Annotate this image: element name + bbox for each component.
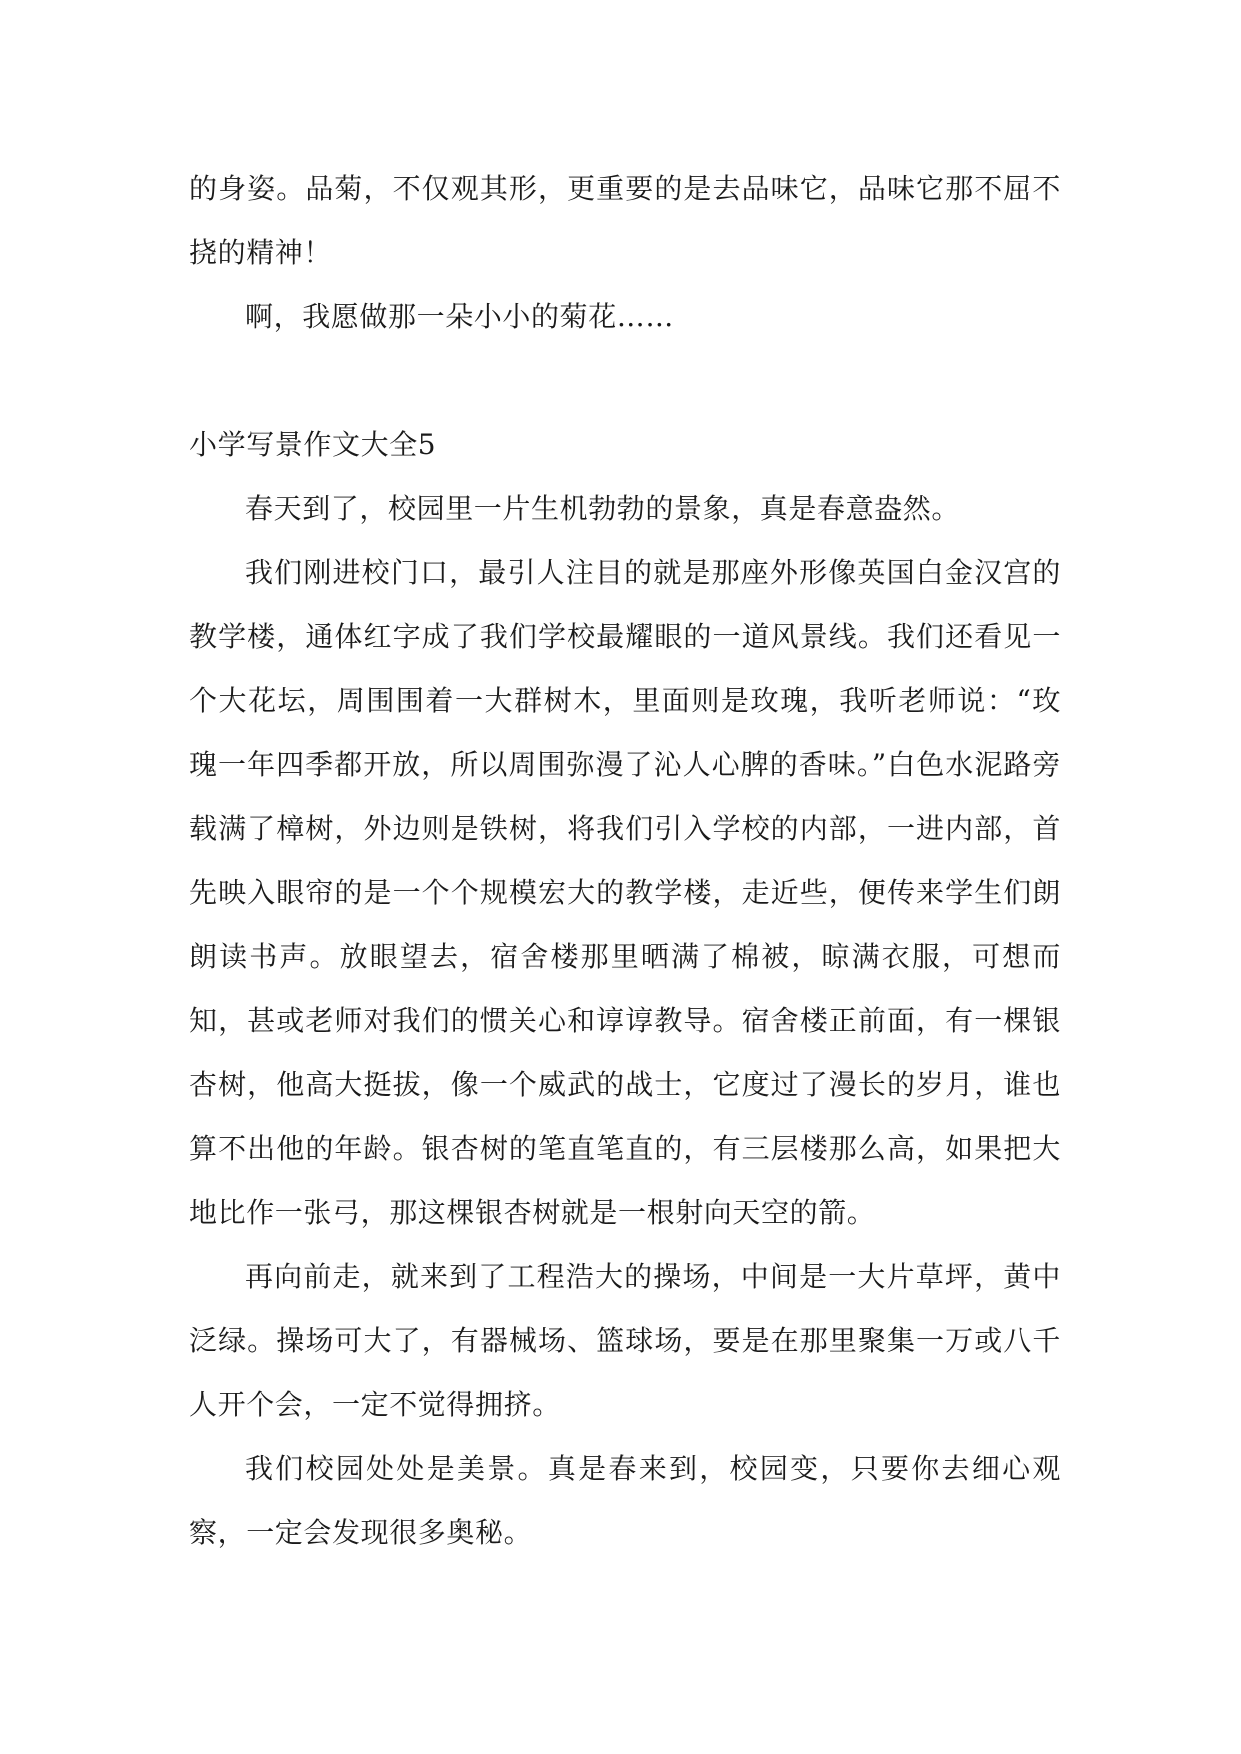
section-title: 小学写景作文大全5 [189,428,437,461]
continuation-paragraph: 的身姿。品菊，不仅观其形，更重要的是去品味它，品味它那不屈不挠的精神！ [189,172,1061,269]
body-paragraph: 春天到了，校园里一片生机勃勃的景象，真是春意盎然。 [245,492,961,525]
continuation-closing-paragraph: 啊，我愿做那一朵小小的菊花…… [245,300,675,333]
body-paragraph: 我们刚进校门口，最引人注目的就是那座外形像英国白金汉宫的教学楼，通体红字成了我们学校最耀眼的一道风景线。我们还看见一个大花坛，周围围着一大群树木，里面则是玫瑰，我听老师说：“玫瑰一年四季都开放，所以周围弥漫了沁人心脾的香味。”白色水泥路旁载满了樟树，外边则是铁树，将我们引入学校的内部，一进内部，首先映入眼帘的是一个个规模宏大的教学楼，走近些，便传来学生们朗朗读书声。放眼望去，宿舍楼那里晒满了棉被，晾满衣服，可想而知，甚或老师对我们的惯关心和谆谆教导。宿舍楼正前面，有一棵银杏树，他高大挺拔，像一个威武的战士，它度过了漫长的岁月，谁也算不出他的年龄。银杏树的笔直笔直的，有三层楼那么高，如果把大地比作一张弓，那这棵银杏树就是一根射向天空的箭。 [189,556,1061,1229]
section-spacer [189,349,1061,413]
body-paragraph: 再向前走，就来到了工程浩大的操场，中间是一大片草坪，黄中泛绿。操场可大了，有器械场、篮球场，要是在那里聚集一万或八千人开个会，一定不觉得拥挤。 [189,1260,1061,1421]
body-paragraph: 我们校园处处是美景。真是春来到，校园变，只要你去细心观察，一定会发现很多奥秘。 [189,1452,1061,1549]
document-body [189,157,1061,1565]
